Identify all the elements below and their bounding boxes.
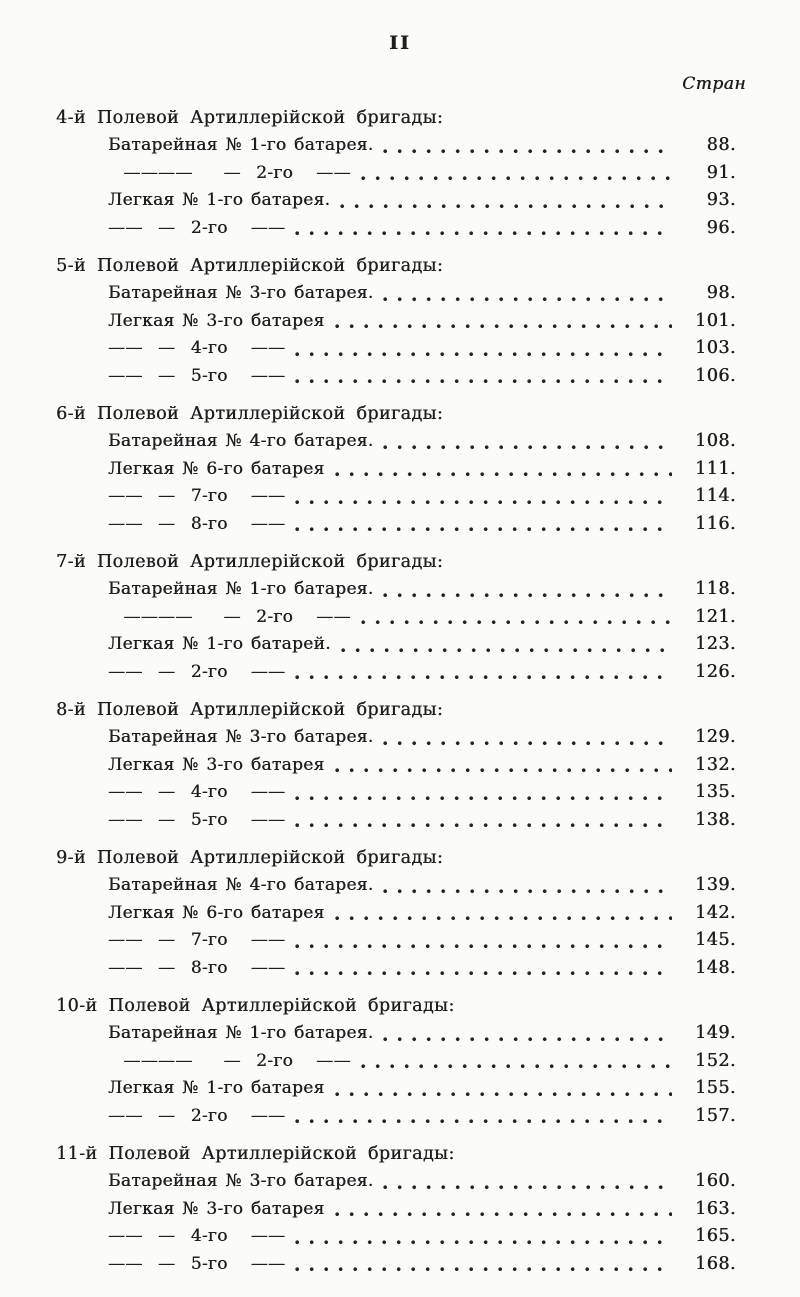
- toc-row: [108, 900, 736, 928]
- toc-row: [108, 807, 736, 835]
- entry-page-number: 149.: [695, 1023, 736, 1043]
- entry-label: Батарейная № 1-го батарея.: [108, 1023, 374, 1043]
- entry-label: —— — 5-го ——: [108, 365, 286, 386]
- entry-label: Легкая № 1-го батарей.: [108, 634, 331, 654]
- toc-row: [108, 872, 736, 900]
- entry-page-number: 160.: [695, 1171, 736, 1191]
- section-title: 8-й Полевой Артиллерійской бригады:: [56, 700, 444, 720]
- dot-leader: [295, 231, 672, 236]
- entry-page-number: 138.: [695, 809, 736, 830]
- toc-row: [108, 927, 736, 955]
- toc-row: [108, 752, 736, 780]
- toc-row: [108, 576, 736, 604]
- toc-row: [108, 1075, 736, 1103]
- dot-leader: [383, 149, 672, 154]
- toc-row: [108, 1223, 736, 1251]
- entry-label: —— — 2-го ——: [108, 1105, 286, 1126]
- toc-row: [108, 1048, 736, 1076]
- toc-row: [108, 160, 736, 188]
- page-number-roman: II: [389, 32, 411, 54]
- toc-section: [56, 252, 736, 390]
- dot-leader: [295, 1267, 672, 1272]
- entry-label: Батарейная № 3-го батарея.: [108, 1171, 374, 1191]
- entry-label: Батарейная № 3-го батарея.: [108, 283, 374, 303]
- entry-label: —— — 4-го ——: [108, 1226, 286, 1246]
- entry-label: Батарейная № 3-го батарея.: [108, 727, 374, 747]
- entry-label: ———— — 2-го ——: [108, 162, 351, 183]
- entry-page-number: 93.: [706, 190, 736, 210]
- dot-leader: [361, 176, 672, 181]
- toc-row: [108, 604, 736, 632]
- toc-row: [108, 1168, 736, 1196]
- entry-page-number: 101.: [695, 310, 736, 331]
- dot-leader: [361, 1064, 672, 1069]
- entry-label: Батарейная № 4-го батарея.: [108, 875, 374, 895]
- entry-label: Легкая № 6-го батарея: [108, 902, 325, 923]
- toc-row: [108, 308, 736, 336]
- dot-leader: [383, 297, 672, 302]
- dot-leader: [383, 445, 672, 450]
- entry-page-number: 108.: [695, 431, 736, 451]
- entry-page-number: 88.: [706, 135, 736, 155]
- entry-label: —— — 5-го ——: [108, 1253, 286, 1274]
- section-title: 6-й Полевой Артиллерійской бригады:: [56, 404, 444, 424]
- entry-label: Батарейная № 4-го батарея.: [108, 431, 374, 451]
- toc-section: [56, 844, 736, 982]
- page-column-heading: Стран: [682, 74, 746, 94]
- section-title: 7-й Полевой Артиллерійской бригады:: [56, 552, 444, 572]
- entry-label: —— — 8-го ——: [108, 513, 286, 534]
- dot-leader: [295, 675, 672, 680]
- dot-leader: [335, 768, 672, 773]
- dot-leader: [295, 1240, 672, 1245]
- entry-label: Батарейная № 1-го батарея.: [108, 135, 374, 155]
- entry-page-number: 145.: [695, 930, 736, 950]
- entry-label: Легкая № 6-го батарея: [108, 458, 325, 479]
- dot-leader: [383, 889, 672, 894]
- entry-label: Легкая № 1-го батарея: [108, 1078, 325, 1098]
- toc-row: [108, 428, 736, 456]
- toc-row: [108, 955, 736, 983]
- dot-leader: [295, 823, 672, 828]
- section-title: 10-й Полевой Артиллерійской бригады:: [56, 996, 455, 1016]
- entry-page-number: 111.: [695, 458, 736, 479]
- entry-label: —— — 2-го ——: [108, 661, 286, 682]
- entry-label: Легкая № 3-го батарея: [108, 1198, 325, 1219]
- toc-row: [108, 1251, 736, 1279]
- entry-page-number: 129.: [695, 727, 736, 747]
- toc-row: [108, 724, 736, 752]
- dot-leader: [295, 500, 672, 505]
- entry-page-number: 168.: [695, 1253, 736, 1274]
- entry-label: Батарейная № 1-го батарея.: [108, 579, 374, 599]
- toc-row: [108, 511, 736, 539]
- toc-row: [108, 280, 736, 308]
- entry-page-number: 121.: [695, 606, 736, 627]
- entry-page-number: 123.: [695, 634, 736, 654]
- dot-leader: [295, 379, 672, 384]
- section-title: 4-й Полевой Артиллерійской бригады:: [56, 108, 444, 128]
- toc-row: [108, 1196, 736, 1224]
- dot-leader: [335, 472, 672, 477]
- entry-page-number: 139.: [695, 875, 736, 895]
- dot-leader: [295, 352, 672, 357]
- toc-row: [108, 659, 736, 687]
- entry-page-number: 157.: [695, 1105, 736, 1126]
- entry-page-number: 152.: [695, 1050, 736, 1071]
- entry-label: —— — 4-го ——: [108, 782, 286, 802]
- entry-label: Легкая № 1-го батарея.: [108, 190, 331, 210]
- dot-leader: [383, 741, 672, 746]
- toc-row: [108, 335, 736, 363]
- dot-leader: [383, 1185, 672, 1190]
- toc-section: [56, 400, 736, 538]
- entry-label: —— — 4-го ——: [108, 338, 286, 358]
- entry-page-number: 163.: [695, 1198, 736, 1219]
- toc-row: [108, 215, 736, 243]
- table-of-contents: [56, 104, 736, 1278]
- entry-page-number: 142.: [695, 902, 736, 923]
- entry-page-number: 148.: [695, 957, 736, 978]
- dot-leader: [335, 324, 672, 329]
- dot-leader: [335, 1212, 672, 1217]
- entry-label: ———— — 2-го ——: [108, 606, 351, 627]
- dot-leader: [295, 1119, 672, 1124]
- toc-row: [108, 187, 736, 215]
- dot-leader: [340, 204, 672, 209]
- entry-label: Легкая № 3-го батарея: [108, 754, 325, 775]
- entry-label: —— — 5-го ——: [108, 809, 286, 830]
- entry-page-number: 106.: [695, 365, 736, 386]
- toc-row: [108, 1020, 736, 1048]
- dot-leader: [295, 971, 672, 976]
- entry-page-number: 114.: [695, 486, 736, 506]
- entry-label: Легкая № 3-го батарея: [108, 310, 325, 331]
- toc-section: [56, 696, 736, 834]
- entry-label: —— — 7-го ——: [108, 486, 286, 506]
- entry-page-number: 135.: [695, 782, 736, 802]
- entry-label: —— — 8-го ——: [108, 957, 286, 978]
- entry-label: ———— — 2-го ——: [108, 1050, 351, 1071]
- toc-row: [108, 1103, 736, 1131]
- entry-page-number: 118.: [695, 579, 736, 599]
- toc-row: [108, 631, 736, 659]
- entry-page-number: 98.: [706, 283, 736, 303]
- entry-page-number: 165.: [695, 1226, 736, 1246]
- entry-page-number: 132.: [695, 754, 736, 775]
- entry-page-number: 126.: [695, 661, 736, 682]
- toc-row: [108, 363, 736, 391]
- toc-row: [108, 483, 736, 511]
- entry-page-number: 91.: [706, 162, 736, 183]
- toc-row: [108, 456, 736, 484]
- toc-section: [56, 548, 736, 686]
- entry-page-number: 116.: [695, 513, 736, 534]
- dot-leader: [295, 527, 672, 532]
- entry-label: —— — 7-го ——: [108, 930, 286, 950]
- dot-leader: [383, 593, 672, 598]
- dot-leader: [335, 1092, 672, 1097]
- toc-row: [108, 779, 736, 807]
- dot-leader: [335, 916, 672, 921]
- dot-leader: [383, 1037, 672, 1042]
- entry-page-number: 155.: [695, 1078, 736, 1098]
- toc-section: [56, 992, 736, 1130]
- toc-section: [56, 104, 736, 242]
- dot-leader: [341, 648, 672, 653]
- toc-section: [56, 1140, 736, 1278]
- dot-leader: [295, 796, 672, 801]
- dot-leader: [361, 620, 672, 625]
- dot-leader: [295, 944, 672, 949]
- section-title: 11-й Полевой Артиллерійской бригады:: [56, 1144, 455, 1164]
- toc-row: [108, 132, 736, 160]
- section-title: 9-й Полевой Артиллерійской бригады:: [56, 848, 444, 868]
- entry-page-number: 103.: [695, 338, 736, 358]
- entry-page-number: 96.: [706, 217, 736, 238]
- section-title: 5-й Полевой Артиллерійской бригады:: [56, 256, 444, 276]
- entry-label: —— — 2-го ——: [108, 217, 286, 238]
